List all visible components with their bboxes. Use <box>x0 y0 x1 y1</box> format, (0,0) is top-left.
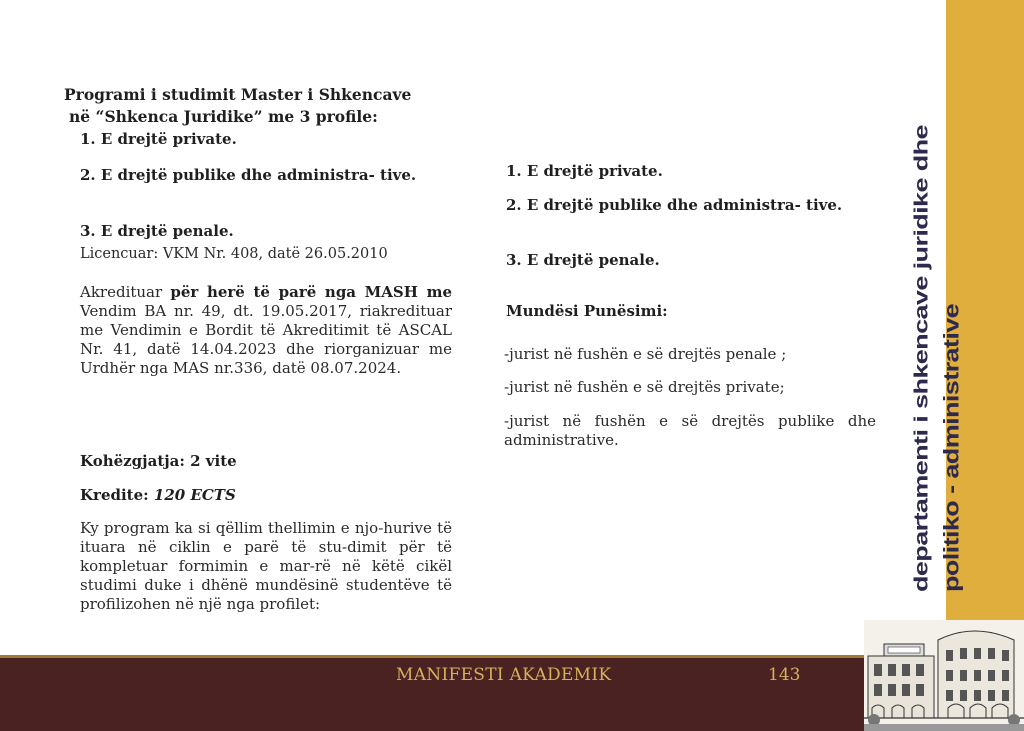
right-profile-1: 1. E drejtë private. <box>506 162 663 180</box>
footer-title: MANIFESTI AKADEMIK <box>396 665 612 685</box>
accreditation-bold: për herë të parë nga MASH me <box>170 283 452 301</box>
right-profile-3: 3. E drejtë penale. <box>506 251 660 269</box>
sidebar-title-line-2: politiko - administrative <box>940 303 964 592</box>
right-profile-2: 2. E drejtë publike dhe administra- tive. <box>506 196 843 214</box>
sidebar-title-line-1: departamenti i shkencave juridike dhe <box>910 125 932 592</box>
heading-line-2: në “Shkenca Juridike” me 3 profile: <box>69 107 378 126</box>
accreditation-paragraph <box>80 283 452 378</box>
employment-title: Mundësi Punësimi: <box>506 302 668 320</box>
program-purpose: Ky program ka si qëllim thellimin e njo-hurive të ituara në ciklin e parë të stu-dimit për të kompletuar formimin e mar-rë në këtë cikël studimi duke i dhënë mundësinë studentëve të profilizohen në një nga profilet: <box>80 519 452 613</box>
licence-text: Licencuar: VKM Nr. 408, datë 26.05.2010 <box>80 246 388 262</box>
left-profile-1: 1. E drejtë private. <box>80 130 237 148</box>
left-profile-2: 2. E drejtë publike dhe administra- tive. <box>80 166 417 184</box>
university-building-illustration <box>864 620 1024 731</box>
accreditation-rest: Vendim BA nr. 49, dt. 19.05.2017, riakredituar me Vendimin e Bordit të Akreditimit të ASCAL Nr. 41, datë 14.04.2023 dhe riorganizuar me Urdhër nga MAS nr.336, datë 08.07.2024. <box>80 302 452 377</box>
job-2: -jurist në fushën e së drejtës private; <box>504 378 785 396</box>
credits <box>80 486 452 505</box>
program-heading <box>64 84 464 128</box>
duration: Kohëzgjatja: 2 vite <box>80 452 237 470</box>
credits-label: Kredite: <box>80 486 154 504</box>
sidebar-title <box>910 96 1024 616</box>
page-number: 143 <box>768 665 801 685</box>
accreditation-prefix: Akredituar <box>80 283 171 301</box>
credits-value: 120 ECTS <box>153 486 236 504</box>
job-1: -jurist në fushën e së drejtës penale ; <box>504 345 787 363</box>
left-profile-3: 3. E drejtë penale. <box>80 222 234 240</box>
heading-line-1: Programi i studimit Master i Shkencave <box>64 85 412 104</box>
job-3: -jurist në fushën e së drejtës publike dhe administrative. <box>504 412 876 449</box>
